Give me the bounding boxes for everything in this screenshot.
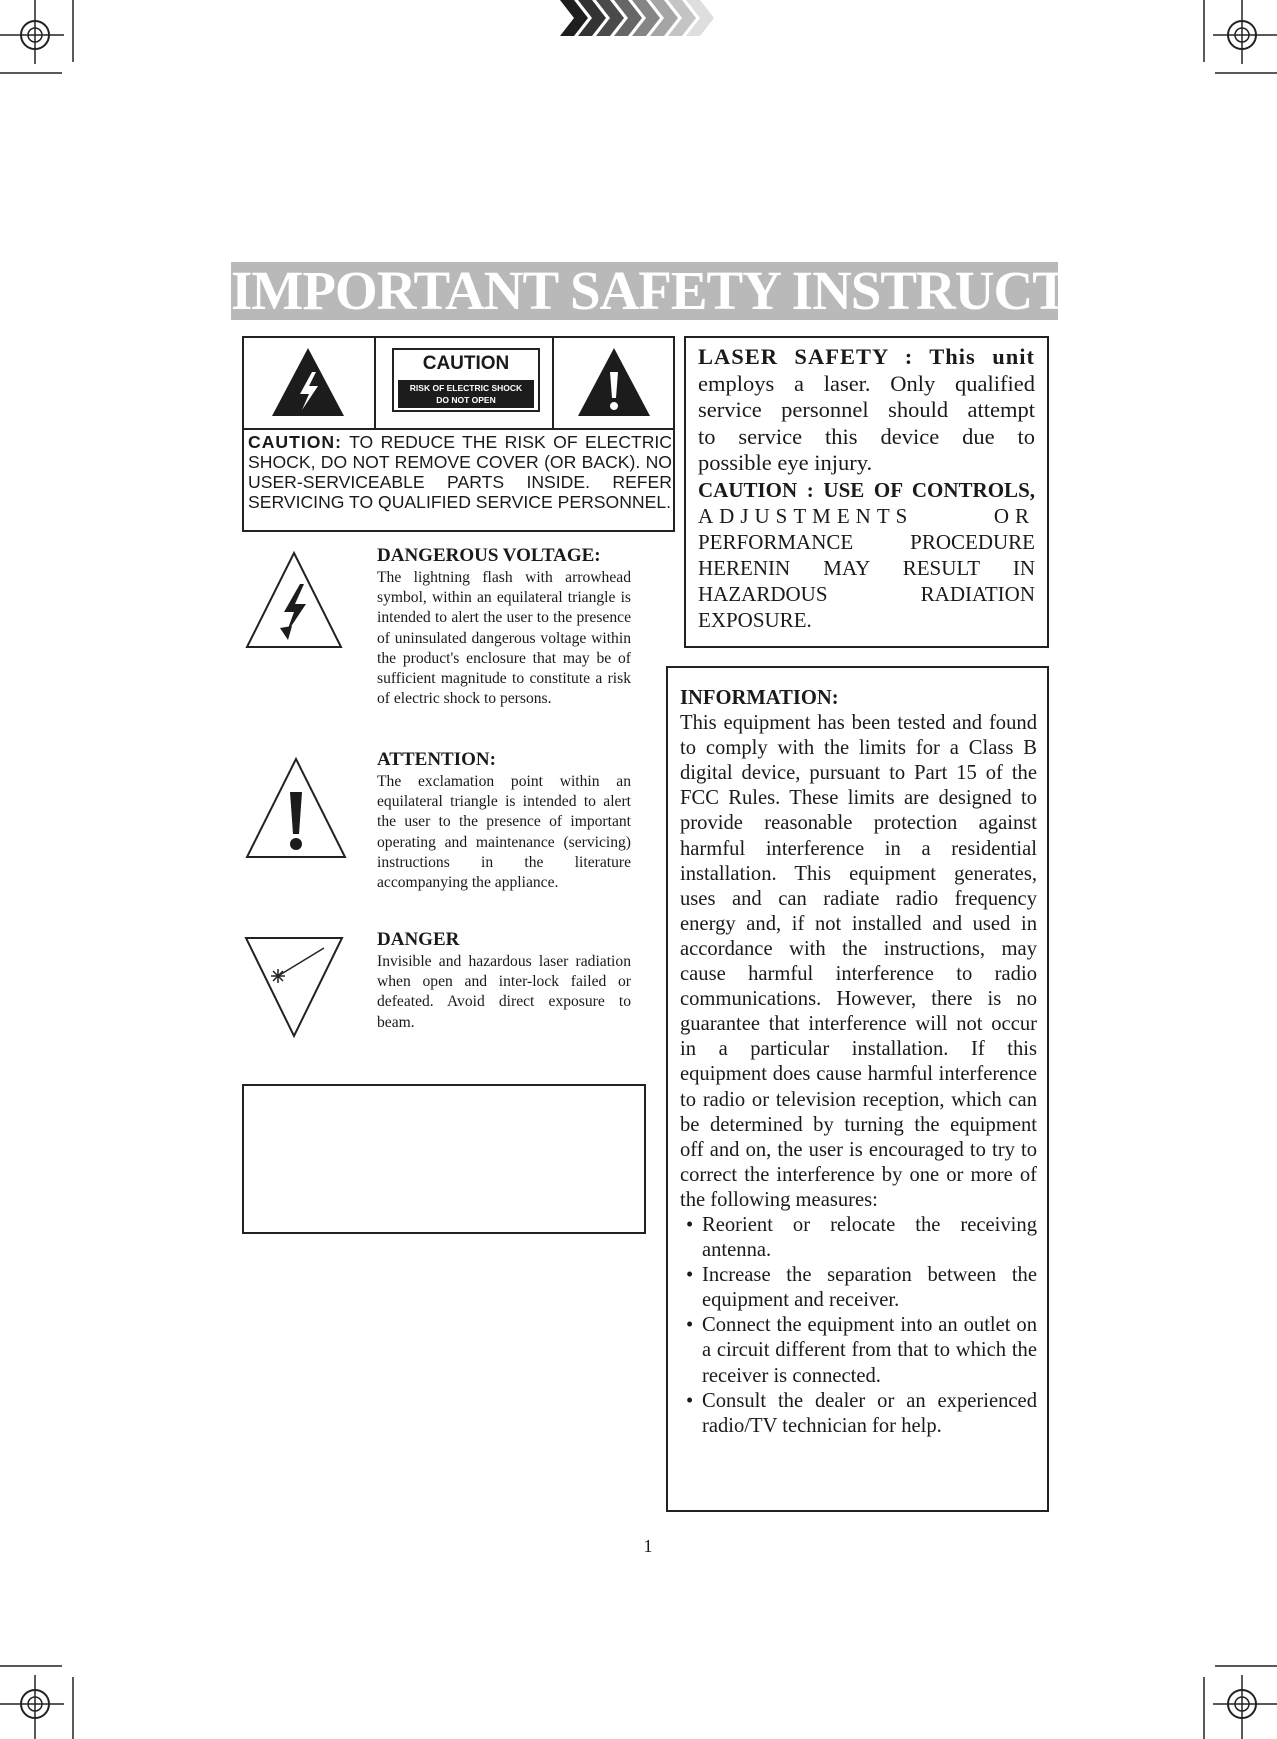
attention-block bbox=[377, 748, 631, 893]
caution-warning-text bbox=[248, 432, 672, 512]
laser-line-1-text: LASER SAFETY : This unit bbox=[698, 344, 1035, 369]
registration-mark-bottom-right-icon bbox=[1202, 1664, 1277, 1739]
caution-label bbox=[392, 348, 540, 412]
attention-icon bbox=[244, 756, 348, 860]
laser-caution-line-1-text: CAUTION : USE OF CONTROLS, bbox=[698, 477, 1035, 502]
exclamation-triangle-icon bbox=[554, 338, 673, 428]
dangerous-voltage-block bbox=[377, 544, 631, 709]
caution-text-lead: CAUTION: bbox=[248, 432, 343, 452]
danger-heading: DANGER bbox=[377, 929, 460, 950]
laser-line-4: to service this device due to bbox=[698, 423, 1035, 449]
laser-line-5: possible eye injury. bbox=[698, 450, 873, 475]
page-number: 1 bbox=[643, 1536, 653, 1556]
laser-caution-block bbox=[698, 477, 1035, 633]
dangerous-voltage-heading: DANGEROUS VOLTAGE: bbox=[377, 545, 601, 566]
caution-cell-exclamation bbox=[554, 338, 673, 428]
lightning-triangle-icon bbox=[244, 338, 374, 428]
registration-mark-bottom-left-icon bbox=[0, 1664, 75, 1739]
danger-block bbox=[377, 928, 631, 1033]
laser-caution-line-1 bbox=[698, 477, 1035, 503]
caution-icon-row bbox=[244, 338, 673, 430]
laser-caution-line-6: EXPOSURE. bbox=[698, 607, 812, 632]
dangerous-voltage-text: The lightning flash with arrowhead symbol, within an equilateral triangle is intended to alert the user to the presence of uninsulated dangerous voltage within the product's enclosure that may be of sufficient magnitude to constitute a risk of electric shock to persons. bbox=[377, 569, 631, 708]
caution-label-subtext bbox=[398, 380, 534, 408]
information-body: This equipment has been tested and found to comply with the limits for a Class B digital device, pursuant to Part 15 of the FCC Rules. These limits are designed to provide reasonable protection against harmful interference in a residential installation. This equipment generates, uses and can radiate radio frequency energy and, if not installed and used in accordance with the instructions, may cause harmful interference to radio communications. However, there is no guarantee that interference will not occur in a particular installation. If this equipment does cause harmful interference to radio or television reception, which can be determined by turning the equipment off and on, the user is encouraged to try to correct the interference by one or more of the following measures: bbox=[680, 712, 1037, 1211]
laser-caution-line-2: ADJUSTMENTS OR bbox=[698, 503, 1035, 528]
attention-heading: ATTENTION: bbox=[377, 749, 496, 770]
list-item: • Connect the equipment into an outlet on a circuit different from that to which the receiver is connected. bbox=[680, 1313, 1037, 1388]
dangerous-voltage-icon bbox=[244, 550, 344, 650]
list-item: • Reorient or relocate the receiving antenna. bbox=[680, 1213, 1037, 1263]
danger-text: Invisible and hazardous laser radiation when open and inter-lock failed or defeated. Avoid direct exposure to beam. bbox=[377, 953, 631, 1031]
information-text bbox=[680, 686, 1037, 1439]
measures-list bbox=[680, 1213, 1037, 1439]
caution-label-word: CAUTION bbox=[422, 353, 510, 374]
laser-caution-line-3: PERFORMANCE PROCEDURE bbox=[698, 529, 1035, 554]
laser-danger-icon bbox=[244, 936, 344, 1038]
registration-mark-top-right-icon bbox=[1202, 0, 1277, 75]
blank-notice-box bbox=[242, 1084, 646, 1234]
laser-line-3: service personnel should attempt bbox=[698, 397, 1035, 422]
page-title: IMPORTANT SAFETY INSTRUCTION bbox=[231, 260, 1169, 321]
caution-label-sub-line2: DO NOT OPEN bbox=[436, 395, 496, 405]
attention-text: The exclamation point within an equilateral triangle is intended to alert the user to the presence of important operating and maintenance (servicing) instructions in the literature accompanying the appliance. bbox=[377, 773, 631, 892]
list-item: • Increase the separation between the equipment and receiver. bbox=[680, 1263, 1037, 1313]
laser-safety-text bbox=[698, 344, 1035, 633]
list-item: • Consult the dealer or an experienced radio/TV technician for help. bbox=[680, 1389, 1037, 1439]
caution-cell-lightning bbox=[244, 338, 376, 428]
laser-caution-line-4: HERENIN MAY RESULT IN bbox=[698, 555, 1035, 580]
laser-caution-line-5: HAZARDOUS RADIATION bbox=[698, 581, 1035, 606]
caution-cell-label bbox=[376, 338, 554, 428]
information-heading: INFORMATION: bbox=[680, 687, 839, 709]
information-box bbox=[666, 666, 1049, 1512]
caution-box bbox=[242, 336, 675, 532]
top-chevrons-icon bbox=[560, 0, 720, 36]
laser-safety-box bbox=[684, 336, 1049, 648]
caution-label-sub-line1: RISK OF ELECTRIC SHOCK bbox=[409, 383, 523, 393]
registration-mark-top-left-icon bbox=[0, 0, 75, 75]
laser-line-1 bbox=[698, 344, 1035, 371]
caution-text-body: TO REDUCE THE RISK OF ELECTRIC SHOCK, DO NOT REMOVE COVER (OR BACK). NO USER-SERVICEABLE PARTS INSIDE. REFER SERVICING TO QUALIFIED SERVICE PERSONNEL. bbox=[248, 432, 672, 512]
laser-line-2: employs a laser. Only qualified bbox=[698, 370, 1035, 396]
